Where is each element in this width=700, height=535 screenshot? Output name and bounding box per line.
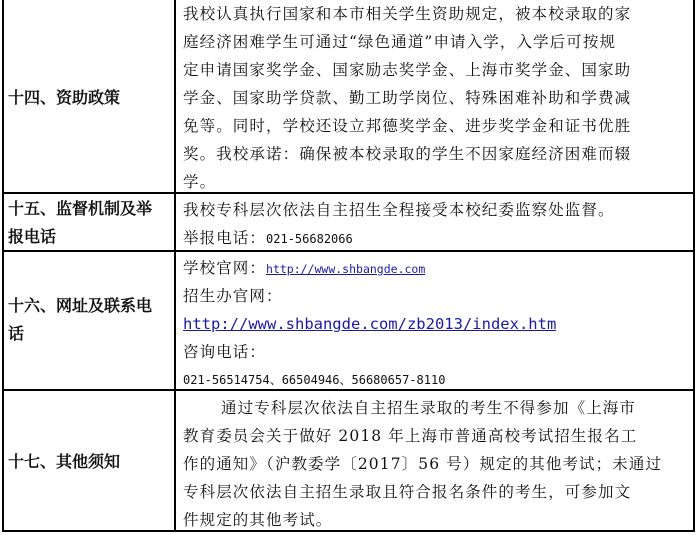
row-label-text: 十四、资助政策 xyxy=(8,88,121,107)
contact-content xyxy=(183,254,689,394)
table-right-border xyxy=(693,0,695,532)
text-line: 学。 xyxy=(183,173,217,191)
school-site-label: 学校官网： xyxy=(183,259,267,277)
row-label-text: 十七、其他须知 xyxy=(8,452,121,471)
text-line: 定申请国家奖学金、国家励志奖学金、上海市奖学金、国家助 xyxy=(183,61,632,79)
admission-site-label: 招生办官网： xyxy=(183,287,283,305)
text-line: 庭经济困难学生可通过“绿色通道”申请入学，入学后可按规 xyxy=(183,33,617,51)
report-phone-label: 举报电话： xyxy=(183,229,267,247)
consult-phone-numbers: 021-56514754、66504946、56680657-8110 xyxy=(183,373,446,387)
column-divider xyxy=(174,0,176,532)
aid-policy-content xyxy=(183,0,689,196)
text-line: 学金、国家助学贷款、勤工助学岗位、特殊困难补助和学费减 xyxy=(183,89,632,107)
row-label-text: 十六、网址及联系电 xyxy=(8,296,153,315)
text-line: 作的通知》（沪教委学〔2017〕56 号）规定的其他考试；未通过 xyxy=(183,455,663,473)
consult-phone-label: 咨询电话： xyxy=(183,343,267,361)
other-notes-content xyxy=(183,394,689,534)
text-line: 专科层次依法自主招生录取且符合报名条件的考生，可参加文 xyxy=(183,483,632,501)
text-line: 件规定的其他考试。 xyxy=(183,511,333,529)
report-phone-number: 021-56682066 xyxy=(266,232,353,246)
row-label-text: 话 xyxy=(8,324,25,343)
row-label-text: 报电话 xyxy=(8,227,57,246)
school-site-link[interactable]: http://www.shbangde.com xyxy=(266,262,426,276)
text-line: 我校专科层次依法自主招生全程接受本校纪委监察处监督。 xyxy=(183,201,615,219)
admission-site-line xyxy=(183,310,689,338)
report-phone-line xyxy=(183,224,689,252)
row-label-contact xyxy=(8,292,152,348)
row-label-other-notes xyxy=(8,448,120,476)
text-line: 教育委员会关于做好 2018 年上海市普通高校考试招生报名工 xyxy=(183,427,638,445)
row-label-text: 十五、监督机制及举 xyxy=(8,199,153,218)
row-label-aid-policy xyxy=(8,84,120,112)
table-left-border xyxy=(2,0,4,532)
text-line: 通过专科层次依法自主招生录取的考生不得参加《上海市 xyxy=(221,399,637,417)
supervision-content xyxy=(183,196,689,252)
text-line: 我校认真执行国家和本市相关学生资助规定，被本校录取的家 xyxy=(183,5,632,23)
text-line: 免等。同时，学校还设立邦德奖学金、进步奖学金和证书优胜 xyxy=(183,117,632,135)
row-label-supervision xyxy=(8,195,152,251)
text-line: 奖。我校承诺：确保被本校录取的学生不因家庭经济困难而辍 xyxy=(183,145,632,163)
school-site-line xyxy=(183,254,689,282)
admission-site-link[interactable]: http://www.shbangde.com/zb2013/index.htm xyxy=(183,315,557,333)
